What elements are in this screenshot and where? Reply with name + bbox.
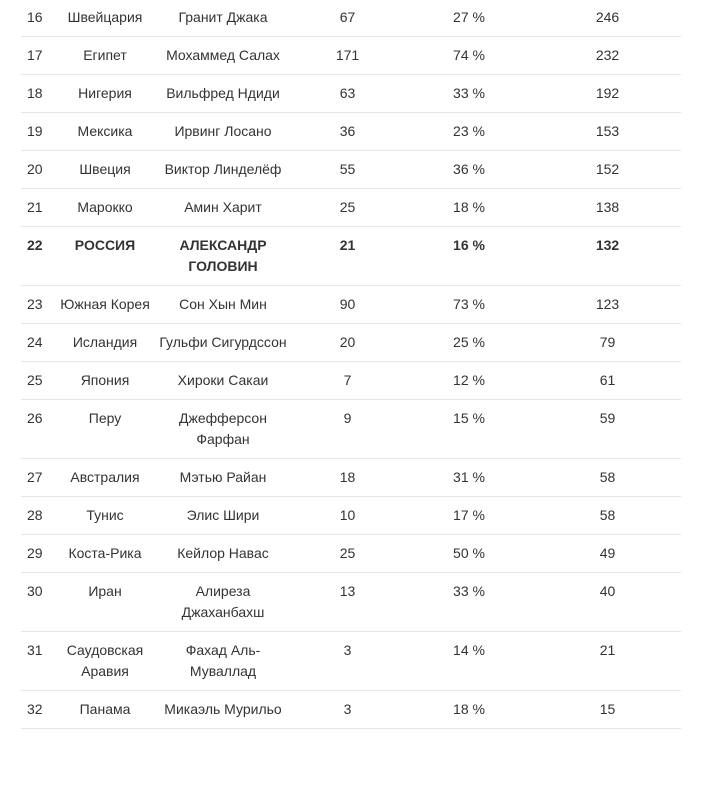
value-cell: 13	[291, 573, 404, 632]
total-cell: 15	[534, 691, 681, 729]
value-cell: 36	[291, 113, 404, 151]
rank-cell: 17	[21, 37, 55, 75]
table-row-highlighted	[21, 227, 681, 286]
total-cell: 58	[534, 459, 681, 497]
rank-cell: 18	[21, 75, 55, 113]
total-cell: 21	[534, 632, 681, 691]
table-row	[21, 400, 681, 459]
table-row	[21, 37, 681, 75]
value-cell: 9	[291, 400, 404, 459]
rank-cell: 27	[21, 459, 55, 497]
player-cell: Фахад Аль-Муваллад	[155, 632, 291, 691]
percent-cell: 17 %	[404, 497, 534, 535]
percent-cell: 33 %	[404, 75, 534, 113]
total-cell: 152	[534, 151, 681, 189]
total-cell: 40	[534, 573, 681, 632]
player-cell: Виктор Линделёф	[155, 151, 291, 189]
rank-cell: 19	[21, 113, 55, 151]
player-cell: Ирвинг Лосано	[155, 113, 291, 151]
country-cell: Коста-Рика	[55, 535, 155, 573]
value-cell: 67	[291, 0, 404, 37]
value-cell: 171	[291, 37, 404, 75]
player-cell: Гульфи Сигурдссон	[155, 324, 291, 362]
value-cell: 63	[291, 75, 404, 113]
value-cell: 7	[291, 362, 404, 400]
country-cell: Иран	[55, 573, 155, 632]
country-cell: Панама	[55, 691, 155, 729]
player-cell: Кейлор Навас	[155, 535, 291, 573]
total-cell: 132	[534, 227, 681, 286]
value-cell: 18	[291, 459, 404, 497]
table-row	[21, 286, 681, 324]
country-cell: Тунис	[55, 497, 155, 535]
country-cell: Япония	[55, 362, 155, 400]
player-cell: Гранит Джака	[155, 0, 291, 37]
rank-cell: 22	[21, 227, 55, 286]
country-cell: Нигерия	[55, 75, 155, 113]
value-cell: 20	[291, 324, 404, 362]
table-row	[21, 151, 681, 189]
country-cell: Египет	[55, 37, 155, 75]
ranking-table-body	[21, 0, 681, 729]
rank-cell: 25	[21, 362, 55, 400]
value-cell: 3	[291, 632, 404, 691]
rank-cell: 21	[21, 189, 55, 227]
total-cell: 59	[534, 400, 681, 459]
value-cell: 3	[291, 691, 404, 729]
country-cell: Швейцария	[55, 0, 155, 37]
table-row	[21, 189, 681, 227]
country-cell: Южная Корея	[55, 286, 155, 324]
percent-cell: 73 %	[404, 286, 534, 324]
percent-cell: 25 %	[404, 324, 534, 362]
ranking-table-container	[21, 0, 681, 729]
value-cell: 90	[291, 286, 404, 324]
total-cell: 79	[534, 324, 681, 362]
country-cell: Саудовская Аравия	[55, 632, 155, 691]
table-row	[21, 113, 681, 151]
table-row	[21, 632, 681, 691]
total-cell: 192	[534, 75, 681, 113]
country-cell: Марокко	[55, 189, 155, 227]
player-cell: Микаэль Мурильо	[155, 691, 291, 729]
country-cell: Исландия	[55, 324, 155, 362]
percent-cell: 18 %	[404, 189, 534, 227]
total-cell: 123	[534, 286, 681, 324]
country-cell: Мексика	[55, 113, 155, 151]
percent-cell: 50 %	[404, 535, 534, 573]
table-row	[21, 573, 681, 632]
player-cell: Джефферсон Фарфан	[155, 400, 291, 459]
country-cell: РОССИЯ	[55, 227, 155, 286]
total-cell: 246	[534, 0, 681, 37]
table-row	[21, 497, 681, 535]
value-cell: 10	[291, 497, 404, 535]
player-cell: Алиреза Джаханбахш	[155, 573, 291, 632]
percent-cell: 23 %	[404, 113, 534, 151]
player-cell: Элис Шири	[155, 497, 291, 535]
table-row	[21, 691, 681, 729]
rank-cell: 28	[21, 497, 55, 535]
value-cell: 25	[291, 535, 404, 573]
country-cell: Перу	[55, 400, 155, 459]
rank-cell: 23	[21, 286, 55, 324]
percent-cell: 31 %	[404, 459, 534, 497]
value-cell: 21	[291, 227, 404, 286]
rank-cell: 16	[21, 0, 55, 37]
country-cell: Австралия	[55, 459, 155, 497]
player-cell: АЛЕКСАНДР ГОЛОВИН	[155, 227, 291, 286]
percent-cell: 18 %	[404, 691, 534, 729]
percent-cell: 33 %	[404, 573, 534, 632]
total-cell: 153	[534, 113, 681, 151]
table-row	[21, 0, 681, 37]
total-cell: 58	[534, 497, 681, 535]
percent-cell: 12 %	[404, 362, 534, 400]
player-cell: Хироки Сакаи	[155, 362, 291, 400]
player-cell: Мэтью Райан	[155, 459, 291, 497]
percent-cell: 74 %	[404, 37, 534, 75]
table-row	[21, 459, 681, 497]
player-cell: Сон Хын Мин	[155, 286, 291, 324]
rank-cell: 30	[21, 573, 55, 632]
percent-cell: 27 %	[404, 0, 534, 37]
rank-cell: 26	[21, 400, 55, 459]
rank-cell: 32	[21, 691, 55, 729]
percent-cell: 36 %	[404, 151, 534, 189]
country-cell: Швеция	[55, 151, 155, 189]
percent-cell: 15 %	[404, 400, 534, 459]
table-row	[21, 324, 681, 362]
total-cell: 232	[534, 37, 681, 75]
table-row	[21, 535, 681, 573]
rank-cell: 31	[21, 632, 55, 691]
value-cell: 55	[291, 151, 404, 189]
percent-cell: 14 %	[404, 632, 534, 691]
rank-cell: 24	[21, 324, 55, 362]
table-row	[21, 362, 681, 400]
player-cell: Вильфред Ндиди	[155, 75, 291, 113]
total-cell: 61	[534, 362, 681, 400]
table-row	[21, 75, 681, 113]
rank-cell: 20	[21, 151, 55, 189]
rank-cell: 29	[21, 535, 55, 573]
total-cell: 138	[534, 189, 681, 227]
value-cell: 25	[291, 189, 404, 227]
ranking-table	[21, 0, 681, 729]
total-cell: 49	[534, 535, 681, 573]
percent-cell: 16 %	[404, 227, 534, 286]
player-cell: Мохаммед Салах	[155, 37, 291, 75]
player-cell: Амин Харит	[155, 189, 291, 227]
